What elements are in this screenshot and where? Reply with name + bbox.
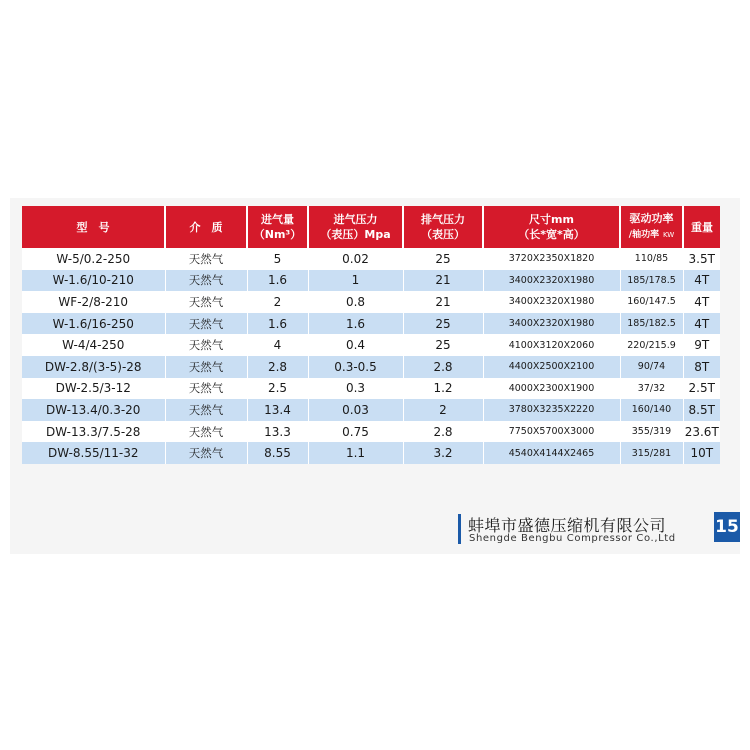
cell-power: 90/74 bbox=[620, 356, 683, 378]
cell-weight: 4T bbox=[683, 313, 720, 335]
cell-power: 110/85 bbox=[620, 248, 683, 270]
cell-weight: 2.5T bbox=[683, 378, 720, 400]
table-row bbox=[22, 291, 720, 313]
header-model: 型 号 bbox=[22, 206, 165, 248]
cell-model: DW-8.55/11-32 bbox=[22, 442, 165, 464]
cell-medium: 天然气 bbox=[165, 291, 247, 313]
table-row bbox=[22, 356, 720, 378]
cell-volume: 2.5 bbox=[247, 378, 308, 400]
cell-intake-pressure: 1.6 bbox=[308, 313, 403, 335]
cell-intake-pressure: 0.3 bbox=[308, 378, 403, 400]
table-header-row bbox=[22, 206, 720, 248]
table-row bbox=[22, 248, 720, 270]
table-row bbox=[22, 334, 720, 356]
cell-weight: 4T bbox=[683, 270, 720, 292]
cell-size: 7750X5700X3000 bbox=[483, 421, 620, 443]
company-name-en: Shengde Bengbu Compressor Co.,Ltd bbox=[469, 533, 676, 544]
company-name-cn: 蚌埠市盛德压缩机有限公司 bbox=[468, 516, 667, 535]
cell-size: 4000X2300X1900 bbox=[483, 378, 620, 400]
cell-medium: 天然气 bbox=[165, 270, 247, 292]
cell-volume: 13.3 bbox=[247, 421, 308, 443]
cell-power: 185/182.5 bbox=[620, 313, 683, 335]
cell-size: 3400X2320X1980 bbox=[483, 291, 620, 313]
cell-medium: 天然气 bbox=[165, 356, 247, 378]
cell-exhaust-pressure: 21 bbox=[403, 291, 483, 313]
header-exhaust-pressure: 排气压力 （表压） bbox=[403, 206, 483, 248]
cell-weight: 8.5T bbox=[683, 399, 720, 421]
cell-model: DW-2.5/3-12 bbox=[22, 378, 165, 400]
cell-model: DW-13.3/7.5-28 bbox=[22, 421, 165, 443]
cell-medium: 天然气 bbox=[165, 378, 247, 400]
header-intake-volume: 进气量 （Nm³） bbox=[247, 206, 308, 248]
cell-power: 220/215.9 bbox=[620, 334, 683, 356]
cell-exhaust-pressure: 21 bbox=[403, 270, 483, 292]
cell-volume: 4 bbox=[247, 334, 308, 356]
cell-power: 37/32 bbox=[620, 378, 683, 400]
cell-exhaust-pressure: 1.2 bbox=[403, 378, 483, 400]
cell-model: W-1.6/10-210 bbox=[22, 270, 165, 292]
table-row bbox=[22, 378, 720, 400]
cell-size: 3400X2320X1980 bbox=[483, 270, 620, 292]
cell-medium: 天然气 bbox=[165, 442, 247, 464]
cell-intake-pressure: 0.75 bbox=[308, 421, 403, 443]
cell-exhaust-pressure: 25 bbox=[403, 334, 483, 356]
cell-exhaust-pressure: 2.8 bbox=[403, 421, 483, 443]
header-weight: 重量 bbox=[683, 206, 720, 248]
cell-intake-pressure: 0.03 bbox=[308, 399, 403, 421]
cell-weight: 9T bbox=[683, 334, 720, 356]
header-medium: 介 质 bbox=[165, 206, 247, 248]
cell-size: 4100X3120X2060 bbox=[483, 334, 620, 356]
footer-accent-bar bbox=[458, 514, 461, 544]
table-row bbox=[22, 421, 720, 443]
cell-weight: 10T bbox=[683, 442, 720, 464]
cell-weight: 23.6T bbox=[683, 421, 720, 443]
table-row bbox=[22, 313, 720, 335]
cell-medium: 天然气 bbox=[165, 399, 247, 421]
cell-size: 4400X2500X2100 bbox=[483, 356, 620, 378]
cell-intake-pressure: 0.3-0.5 bbox=[308, 356, 403, 378]
cell-model: DW-2.8/(3-5)-28 bbox=[22, 356, 165, 378]
cell-size: 3720X2350X1820 bbox=[483, 248, 620, 270]
cell-size: 3400X2320X1980 bbox=[483, 313, 620, 335]
cell-intake-pressure: 0.4 bbox=[308, 334, 403, 356]
cell-weight: 3.5T bbox=[683, 248, 720, 270]
header-size: 尺寸mm （长*宽*高） bbox=[483, 206, 620, 248]
cell-model: W-5/0.2-250 bbox=[22, 248, 165, 270]
cell-intake-pressure: 0.8 bbox=[308, 291, 403, 313]
cell-exhaust-pressure: 25 bbox=[403, 313, 483, 335]
cell-power: 185/178.5 bbox=[620, 270, 683, 292]
cell-weight: 8T bbox=[683, 356, 720, 378]
cell-model: DW-13.4/0.3-20 bbox=[22, 399, 165, 421]
cell-intake-pressure: 1 bbox=[308, 270, 403, 292]
cell-power: 355/319 bbox=[620, 421, 683, 443]
cell-power: 160/140 bbox=[620, 399, 683, 421]
table-row bbox=[22, 442, 720, 464]
cell-volume: 2 bbox=[247, 291, 308, 313]
compressor-spec-table bbox=[22, 206, 720, 464]
cell-model: WF-2/8-210 bbox=[22, 291, 165, 313]
cell-weight: 4T bbox=[683, 291, 720, 313]
cell-medium: 天然气 bbox=[165, 421, 247, 443]
cell-exhaust-pressure: 2.8 bbox=[403, 356, 483, 378]
cell-volume: 1.6 bbox=[247, 270, 308, 292]
cell-power: 315/281 bbox=[620, 442, 683, 464]
header-power: 驱动功率 /轴功率 KW bbox=[620, 206, 683, 248]
cell-volume: 1.6 bbox=[247, 313, 308, 335]
cell-model: W-4/4-250 bbox=[22, 334, 165, 356]
cell-volume: 2.8 bbox=[247, 356, 308, 378]
cell-volume: 8.55 bbox=[247, 442, 308, 464]
cell-medium: 天然气 bbox=[165, 334, 247, 356]
cell-volume: 5 bbox=[247, 248, 308, 270]
cell-exhaust-pressure: 25 bbox=[403, 248, 483, 270]
cell-medium: 天然气 bbox=[165, 313, 247, 335]
cell-intake-pressure: 1.1 bbox=[308, 442, 403, 464]
header-intake-pressure: 进气压力 （表压）Mpa bbox=[308, 206, 403, 248]
cell-size: 4540X4144X2465 bbox=[483, 442, 620, 464]
cell-size: 3780X3235X2220 bbox=[483, 399, 620, 421]
cell-exhaust-pressure: 2 bbox=[403, 399, 483, 421]
cell-medium: 天然气 bbox=[165, 248, 247, 270]
cell-model: W-1.6/16-250 bbox=[22, 313, 165, 335]
cell-power: 160/147.5 bbox=[620, 291, 683, 313]
cell-volume: 13.4 bbox=[247, 399, 308, 421]
table-row bbox=[22, 270, 720, 292]
cell-exhaust-pressure: 3.2 bbox=[403, 442, 483, 464]
page-number: 15 bbox=[714, 512, 740, 542]
cell-intake-pressure: 0.02 bbox=[308, 248, 403, 270]
table-row bbox=[22, 399, 720, 421]
